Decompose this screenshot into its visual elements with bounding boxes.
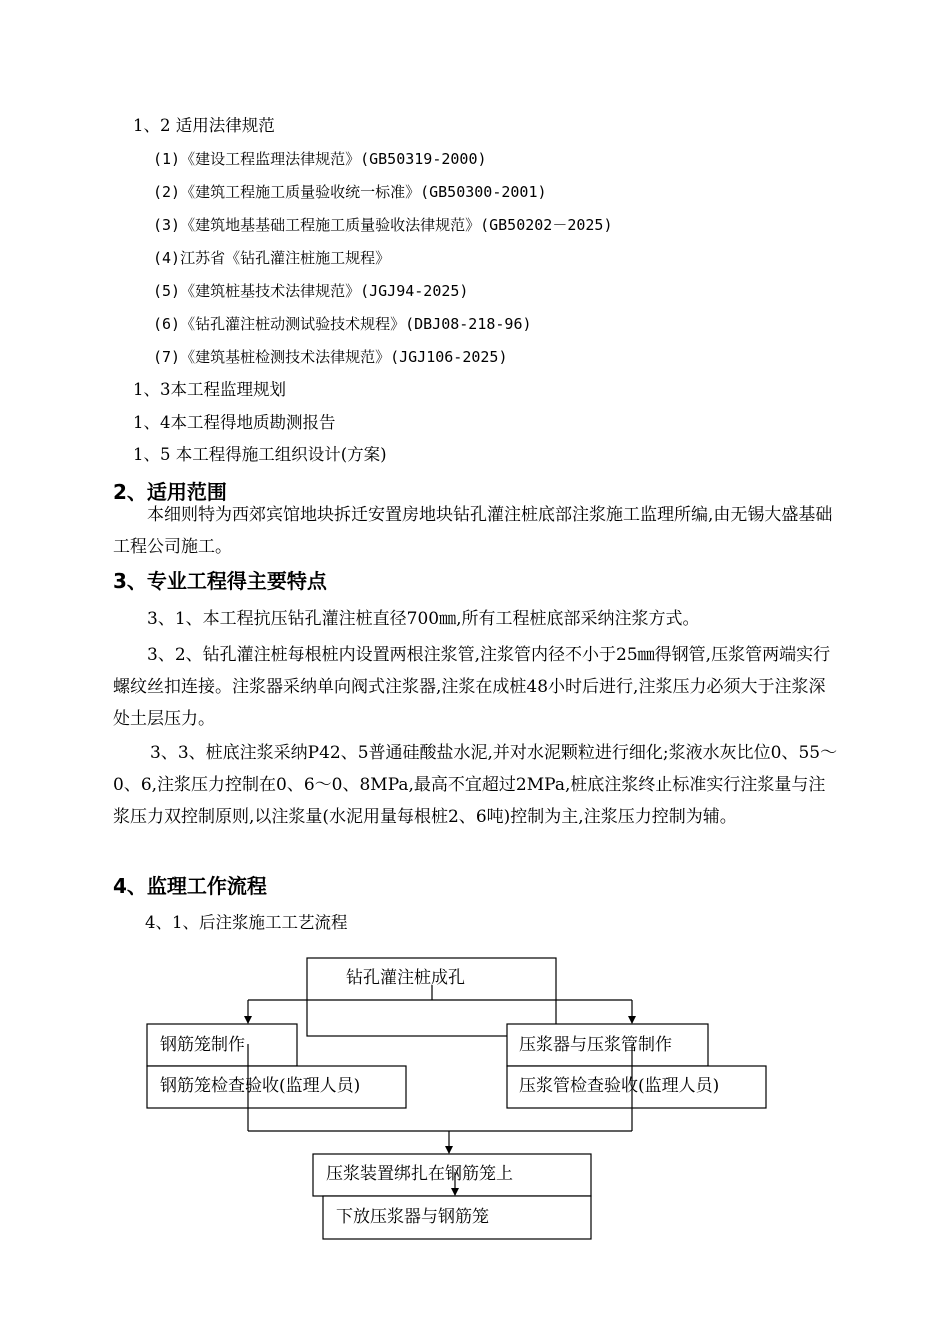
list-item: (2)《建筑工程施工质量验收统一标准》(GB50300-2001)	[153, 183, 547, 201]
flow-label-lower: 下放压浆器与钢筋笼	[336, 1207, 489, 1227]
list-item: (1)《建设工程监理法律规范》(GB50319-2000)	[153, 150, 487, 168]
section-3-1-paragraph: 3、1、本工程抗压钻孔灌注桩直径700㎜,所有工程桩底部采纳注浆方式。	[147, 609, 700, 629]
section-4-1-subheading: 4、1、后注浆施工工艺流程	[145, 913, 348, 932]
list-item: (4)江苏省《钻孔灌注桩施工规程》	[153, 249, 391, 267]
flow-label-cage-make: 钢筋笼制作	[160, 1035, 245, 1055]
flow-label-pipe-check: 压浆管检查验收(监理人员)	[519, 1076, 720, 1096]
section-2-paragraph: 本细则特为西郊宾馆地块拆迁安置房地块钻孔灌注桩底部注浆施工监理所编,由无锡大盛基础工程公司施工。	[113, 505, 833, 557]
flow-label-pipe-make: 压浆器与压浆管制作	[519, 1035, 672, 1055]
section-3-3-paragraph: 3、3、桩底注浆采纳P42、5普通硅酸盐水泥,并对水泥颗粒进行细化;浆液水灰比位0、55～0、6,注浆压力控制在0、6～0、8MPa,最高不宜超过2MPa,桩底注浆终止标准实行注浆量与注浆压力双控制原则,以注浆量(水泥用量每根桩2、6吨)控制为主,注浆压力控制为辅。	[113, 743, 838, 827]
section-1-2-heading: 1、2 适用法律规范	[133, 116, 275, 135]
list-item: (6)《钻孔灌注桩动测试验技术规程》(DBJ08-218-96)	[153, 315, 532, 333]
list-item: (5)《建筑桩基技术法律规范》(JGJ94-2025)	[153, 282, 469, 300]
section-4-heading: 4、监理工作流程	[113, 874, 267, 898]
list-item: (3)《建筑地基基础工程施工质量验收法律规范》(GB50202－2025)	[153, 216, 613, 234]
section-1-4: 1、4本工程得地质勘测报告	[133, 413, 336, 432]
flow-label-bind: 压浆装置绑扎在钢筋笼上	[326, 1164, 513, 1184]
list-item: (7)《建筑基桩检测技术法律规范》(JGJ106-2025)	[153, 348, 508, 366]
section-1-5: 1、5 本工程得施工组织设计(方案)	[133, 445, 387, 464]
flow-label-bore: 钻孔灌注桩成孔	[346, 968, 465, 988]
flow-label-cage-check: 钢筋笼检查验收(监理人员)	[160, 1076, 361, 1096]
section-3-2-paragraph: 3、2、钻孔灌注桩每根桩内设置两根注浆管,注浆管内径不小于25㎜得钢管,压浆管两端实行螺纹丝扣连接。注浆器采纳单向阀式注浆器,注浆在成桩48小时后进行,注浆压力必须大于注浆深处土层压力。	[113, 645, 831, 729]
section-3-heading: 3、专业工程得主要特点	[113, 569, 327, 593]
section-1-3: 1、3本工程监理规划	[133, 380, 286, 399]
section-2-heading: 2、适用范围	[113, 480, 227, 504]
